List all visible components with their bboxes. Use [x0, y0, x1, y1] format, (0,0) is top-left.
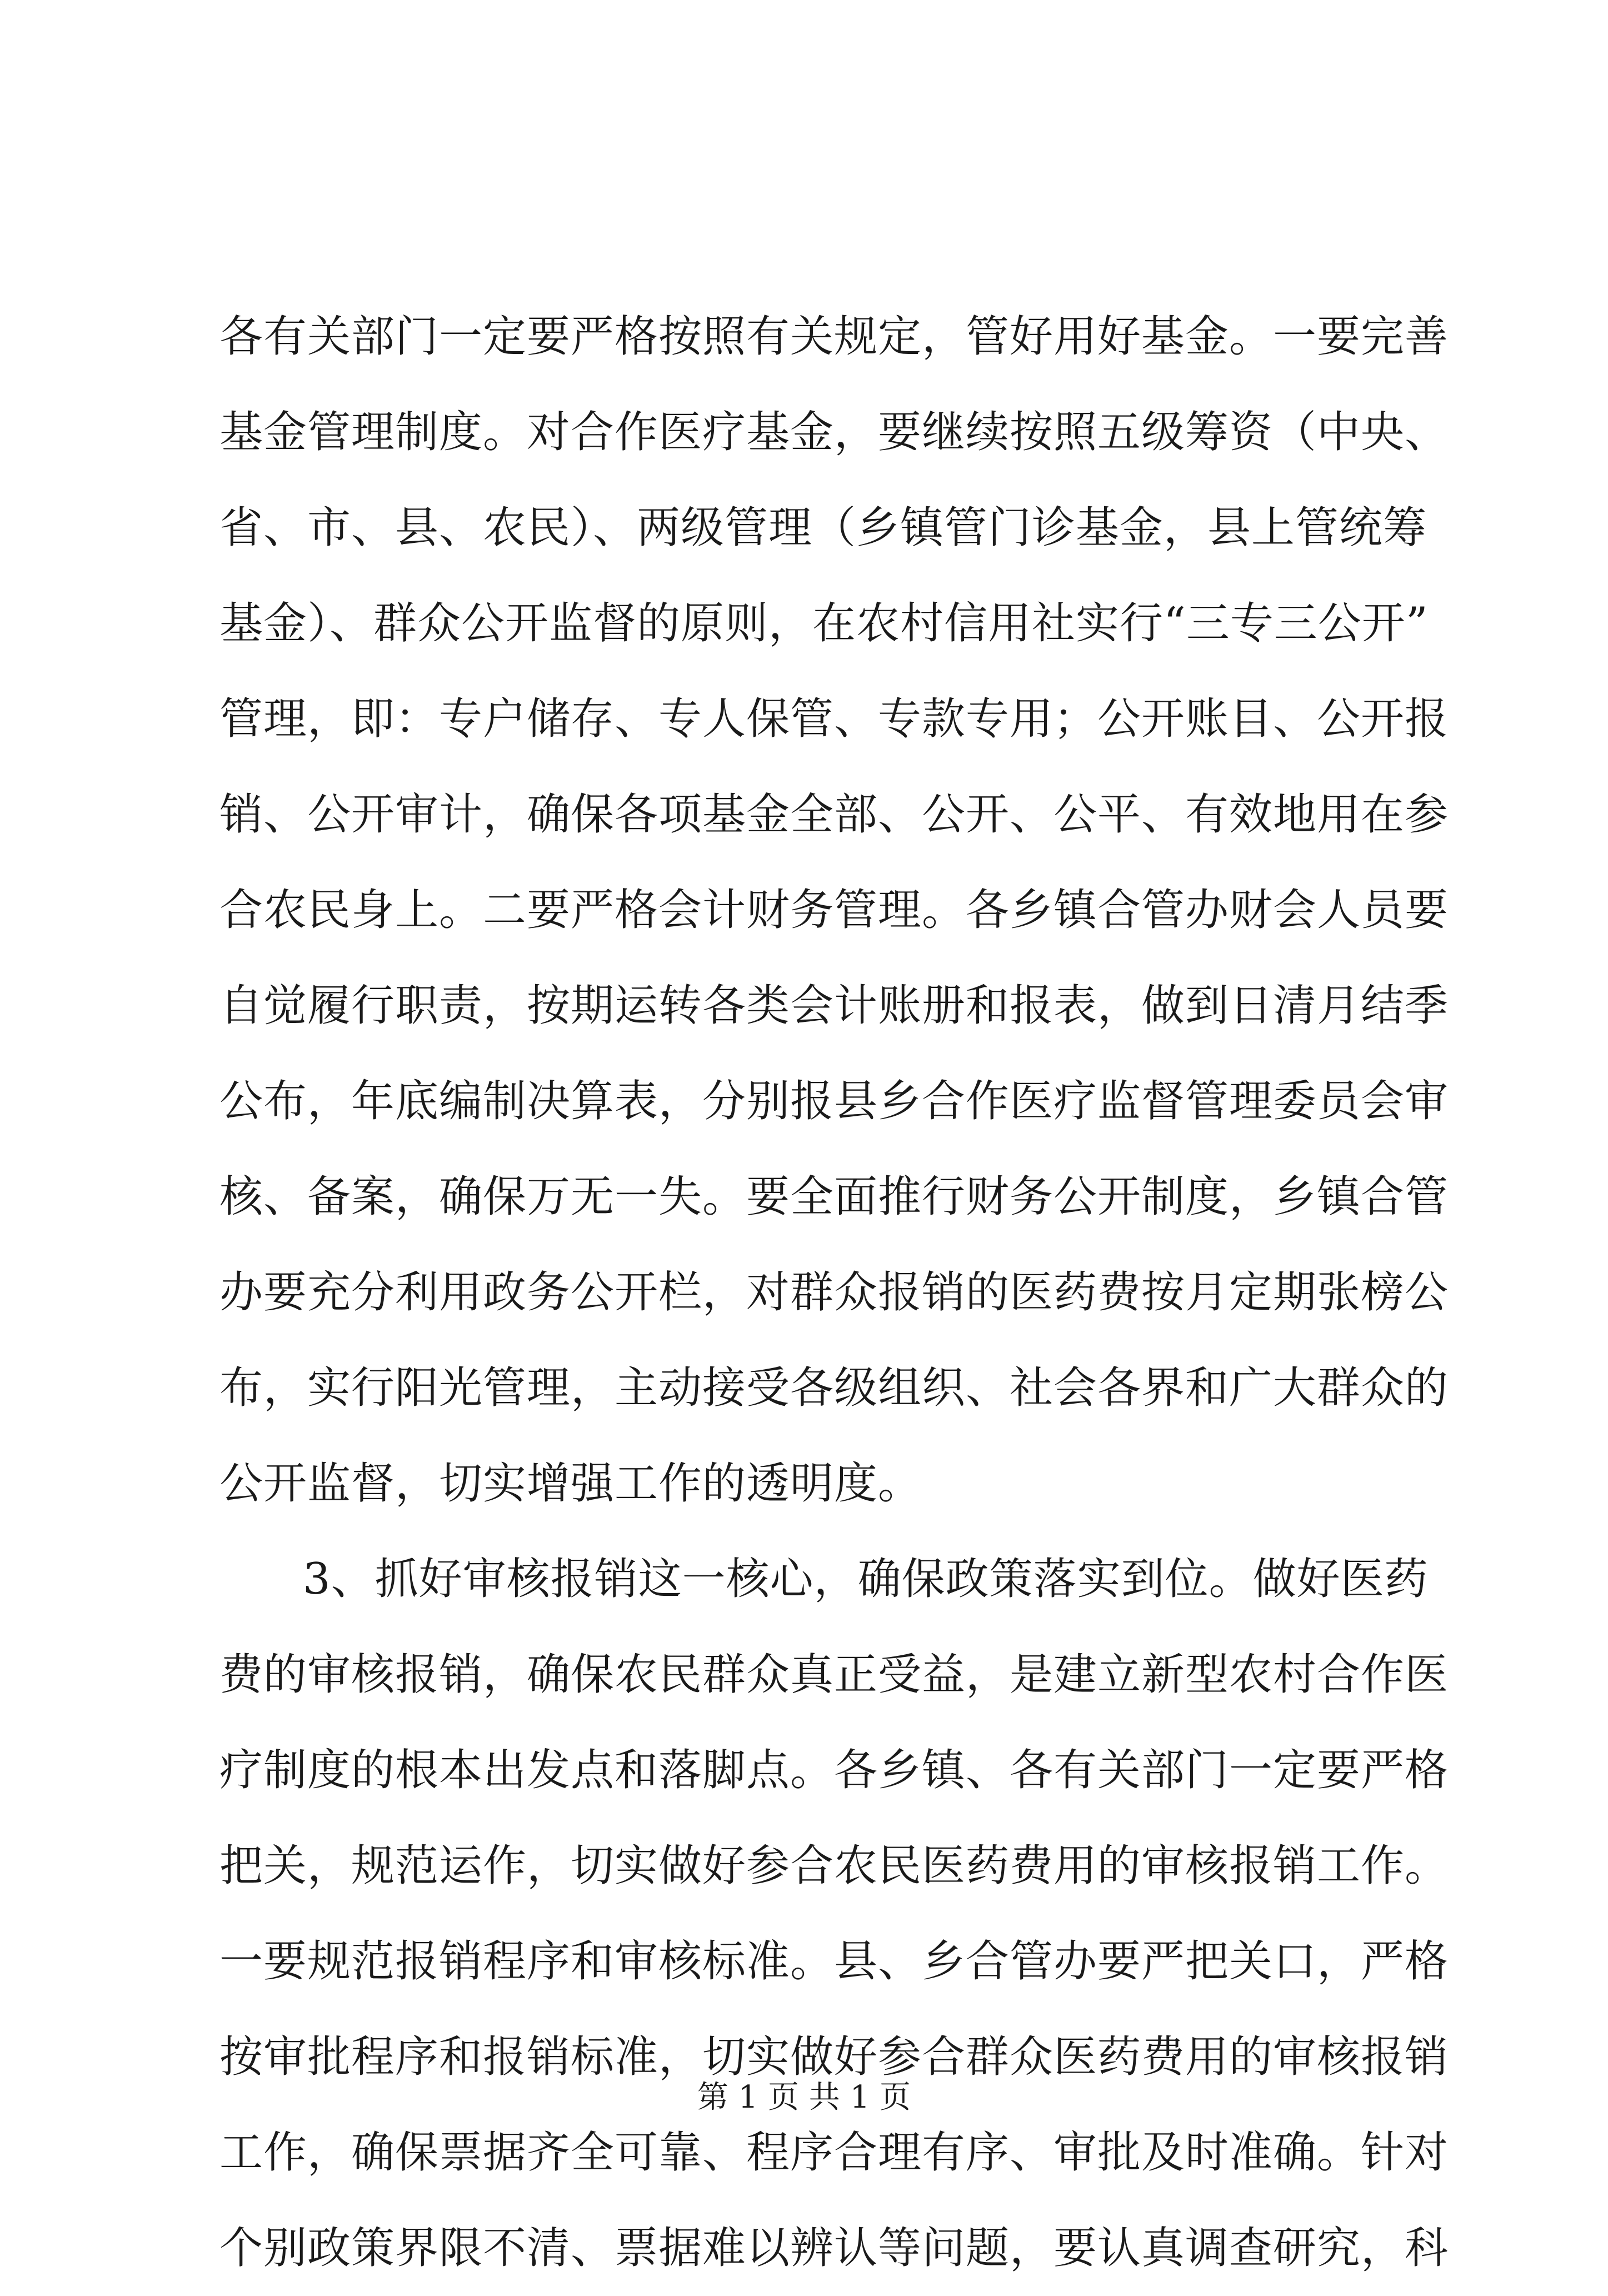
paragraph-line: 疗制度的根本出发点和落脚点。各乡镇、各有关部门一定要严格	[219, 1745, 1449, 1795]
paragraph-line: 基金管理制度。对合作医疗基金，要继续按照五级筹资（中央、	[219, 407, 1449, 457]
paragraph-line: 个别政策界限不清、票据难以辨认等问题，要认真调查研究，科	[219, 2223, 1449, 2273]
paragraph-line: 省、市、县、农民）、两级管理（乡镇管门诊基金，县上管统筹	[219, 503, 1427, 553]
paragraph-line: 一要规范报销程序和审核标准。县、乡合管办要严把关口，严格	[219, 1936, 1449, 1986]
paragraph-line: 布，实行阳光管理，主动接受各级组织、社会各界和广大群众的	[219, 1363, 1449, 1413]
paragraph-line: 管理，即：专户储存、专人保管、专款专用；公开账目、公开报	[219, 694, 1449, 744]
paragraph-line: 把关，规范运作，切实做好参合农民医药费用的审核报销工作。	[219, 1841, 1449, 1891]
paragraph-line: 费的审核报销，确保农民群众真正受益，是建立新型农村合作医	[219, 1650, 1449, 1700]
paragraph-line: 自觉履行职责，按期运转各类会计账册和报表，做到日清月结季	[219, 981, 1449, 1031]
paragraph-line: 工作，确保票据齐全可靠、程序合理有序、审批及时准确。针对	[219, 2128, 1449, 2178]
paragraph-line: 按审批程序和报销标准，切实做好参合群众医药费用的审核报销	[219, 2032, 1449, 2082]
paragraph-line: 基金）、群众公开监督的原则，在农村信用社实行“三专三公开”	[219, 598, 1429, 648]
paragraph-line: 销、公开审计，确保各项基金全部、公开、公平、有效地用在参	[219, 790, 1449, 840]
page-number-footer: 第 1 页 共 1 页	[697, 2079, 911, 2115]
paragraph-line: 公开监督，切实增强工作的透明度。	[219, 1459, 922, 1509]
paragraph-line: 合农民身上。二要严格会计财务管理。各乡镇合管办财会人员要	[219, 885, 1449, 935]
document-body	[219, 289, 1449, 2296]
paragraph-line: 办要充分利用政务公开栏，对群众报销的医药费按月定期张榜公	[219, 1267, 1449, 1317]
paragraph-line: 公布，年底编制决算表，分别报县乡合作医疗监督管理委员会审	[219, 1076, 1449, 1126]
paragraph-line: 各有关部门一定要严格按照有关规定，管好用好基金。一要完善	[219, 312, 1449, 362]
paragraph-line: 3、抓好审核报销这一核心，确保政策落实到位。做好医药	[303, 1554, 1429, 1604]
paragraph-line: 核、备案，确保万无一失。要全面推行财务公开制度，乡镇合管	[219, 1172, 1449, 1222]
